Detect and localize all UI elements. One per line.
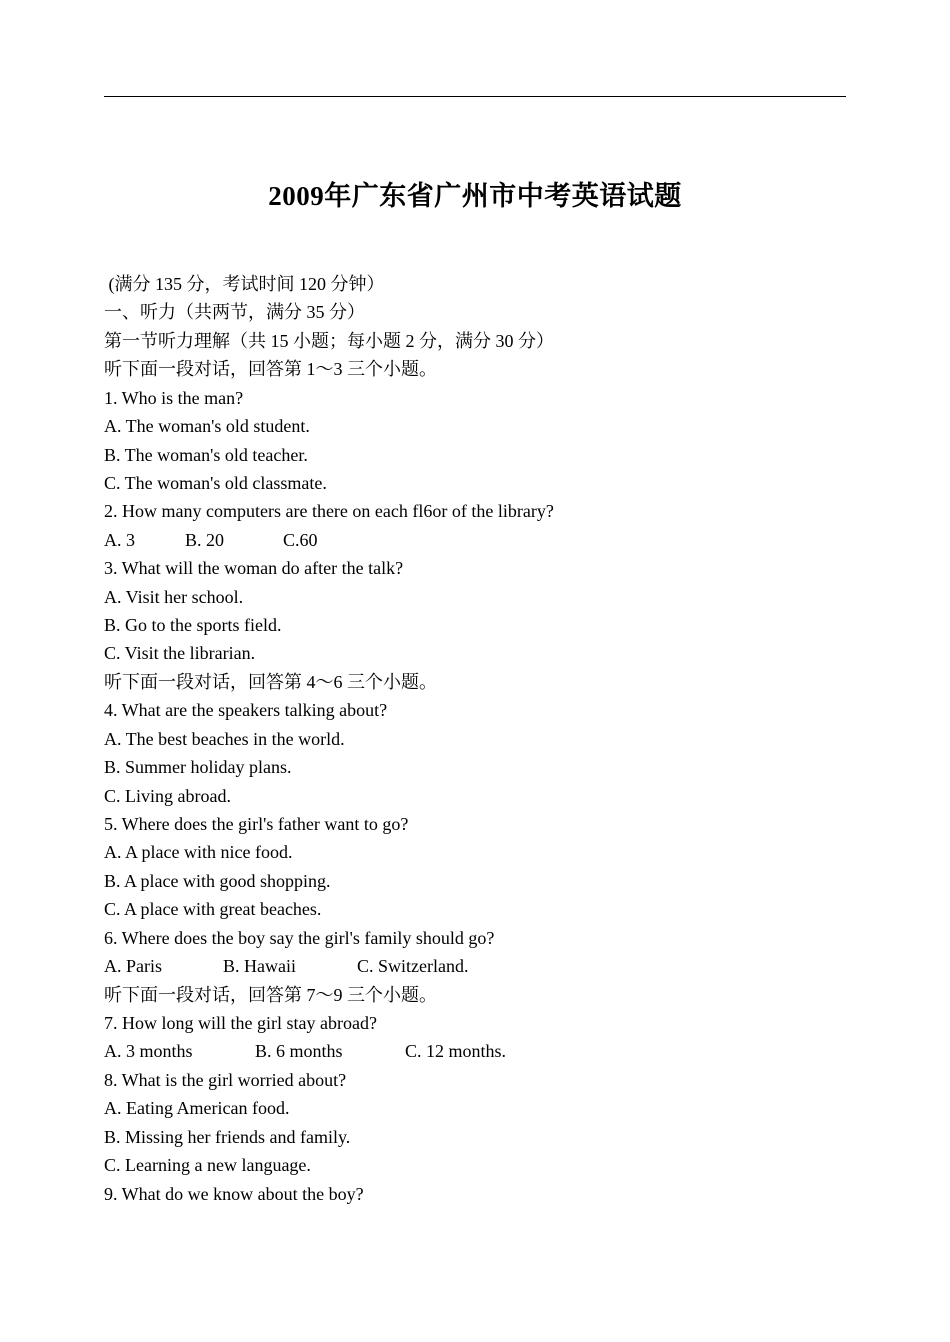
question: 8. What is the girl worried about? [104,1069,347,1090]
option: A. Eating American food. [104,1098,290,1119]
instruction: 听下面一段对话，回答第 1～3 三个小题。 [104,359,437,380]
section-heading: 一、听力（共两节，满分 35 分） [104,302,365,323]
option: A. 3 months [104,1041,193,1062]
instruction: 听下面一段对话，回答第 7～9 三个小题。 [104,984,437,1005]
question: 1. Who is the man? [104,387,244,408]
option: A. Paris [104,956,162,977]
question: 4. What are the speakers talking about? [104,700,388,721]
option: A. A place with nice food. [104,842,293,863]
question: 3. What will the woman do after the talk? [104,558,404,579]
option: C. The woman's old classmate. [104,472,327,493]
exam-body [104,270,846,1208]
option: A. Visit her school. [104,586,244,607]
option: B. Missing her friends and family. [104,1126,351,1147]
score-note: (满分 135 分，考试时间 120 分钟） [104,274,385,294]
option: B. A place with good shopping. [104,870,331,891]
option: C. Learning a new language. [104,1155,311,1176]
option: B. 6 months [255,1041,343,1062]
option-row [104,526,846,554]
option-row [104,952,846,980]
option: B. The woman's old teacher. [104,444,308,465]
option: B. Go to the sports field. [104,615,282,636]
option: B. Summer holiday plans. [104,757,292,778]
question: 9. What do we know about the boy? [104,1183,364,1204]
option: A. The best beaches in the world. [104,728,345,749]
option: C. Living abroad. [104,785,231,806]
option-row [104,1037,846,1065]
subsection-heading: 第一节听力理解（共 15 小题；每小题 2 分，满分 30 分） [104,330,554,351]
option: A. 3 [104,529,135,550]
option: B. 20 [185,529,225,550]
option: C. Visit the librarian. [104,643,256,664]
option: C. 12 months. [405,1041,507,1062]
option: C.60 [283,529,318,550]
page-title: 2009年广东省广州市中考英语试题 [268,181,682,211]
question: 5. Where does the girl's father want to go? [104,814,409,835]
instruction: 听下面一段对话，回答第 4～6 三个小题。 [104,671,437,692]
question: 6. Where does the boy say the girl's family should go? [104,927,495,948]
option: B. Hawaii [223,956,296,977]
question: 2. How many computers are there on each fl6or of the library? [104,501,554,522]
header-rule [104,96,846,97]
question: 7. How long will the girl stay abroad? [104,1012,377,1033]
option: C. A place with great beaches. [104,899,322,920]
option: A. The woman's old student. [104,416,310,437]
option: C. Switzerland. [357,956,469,977]
